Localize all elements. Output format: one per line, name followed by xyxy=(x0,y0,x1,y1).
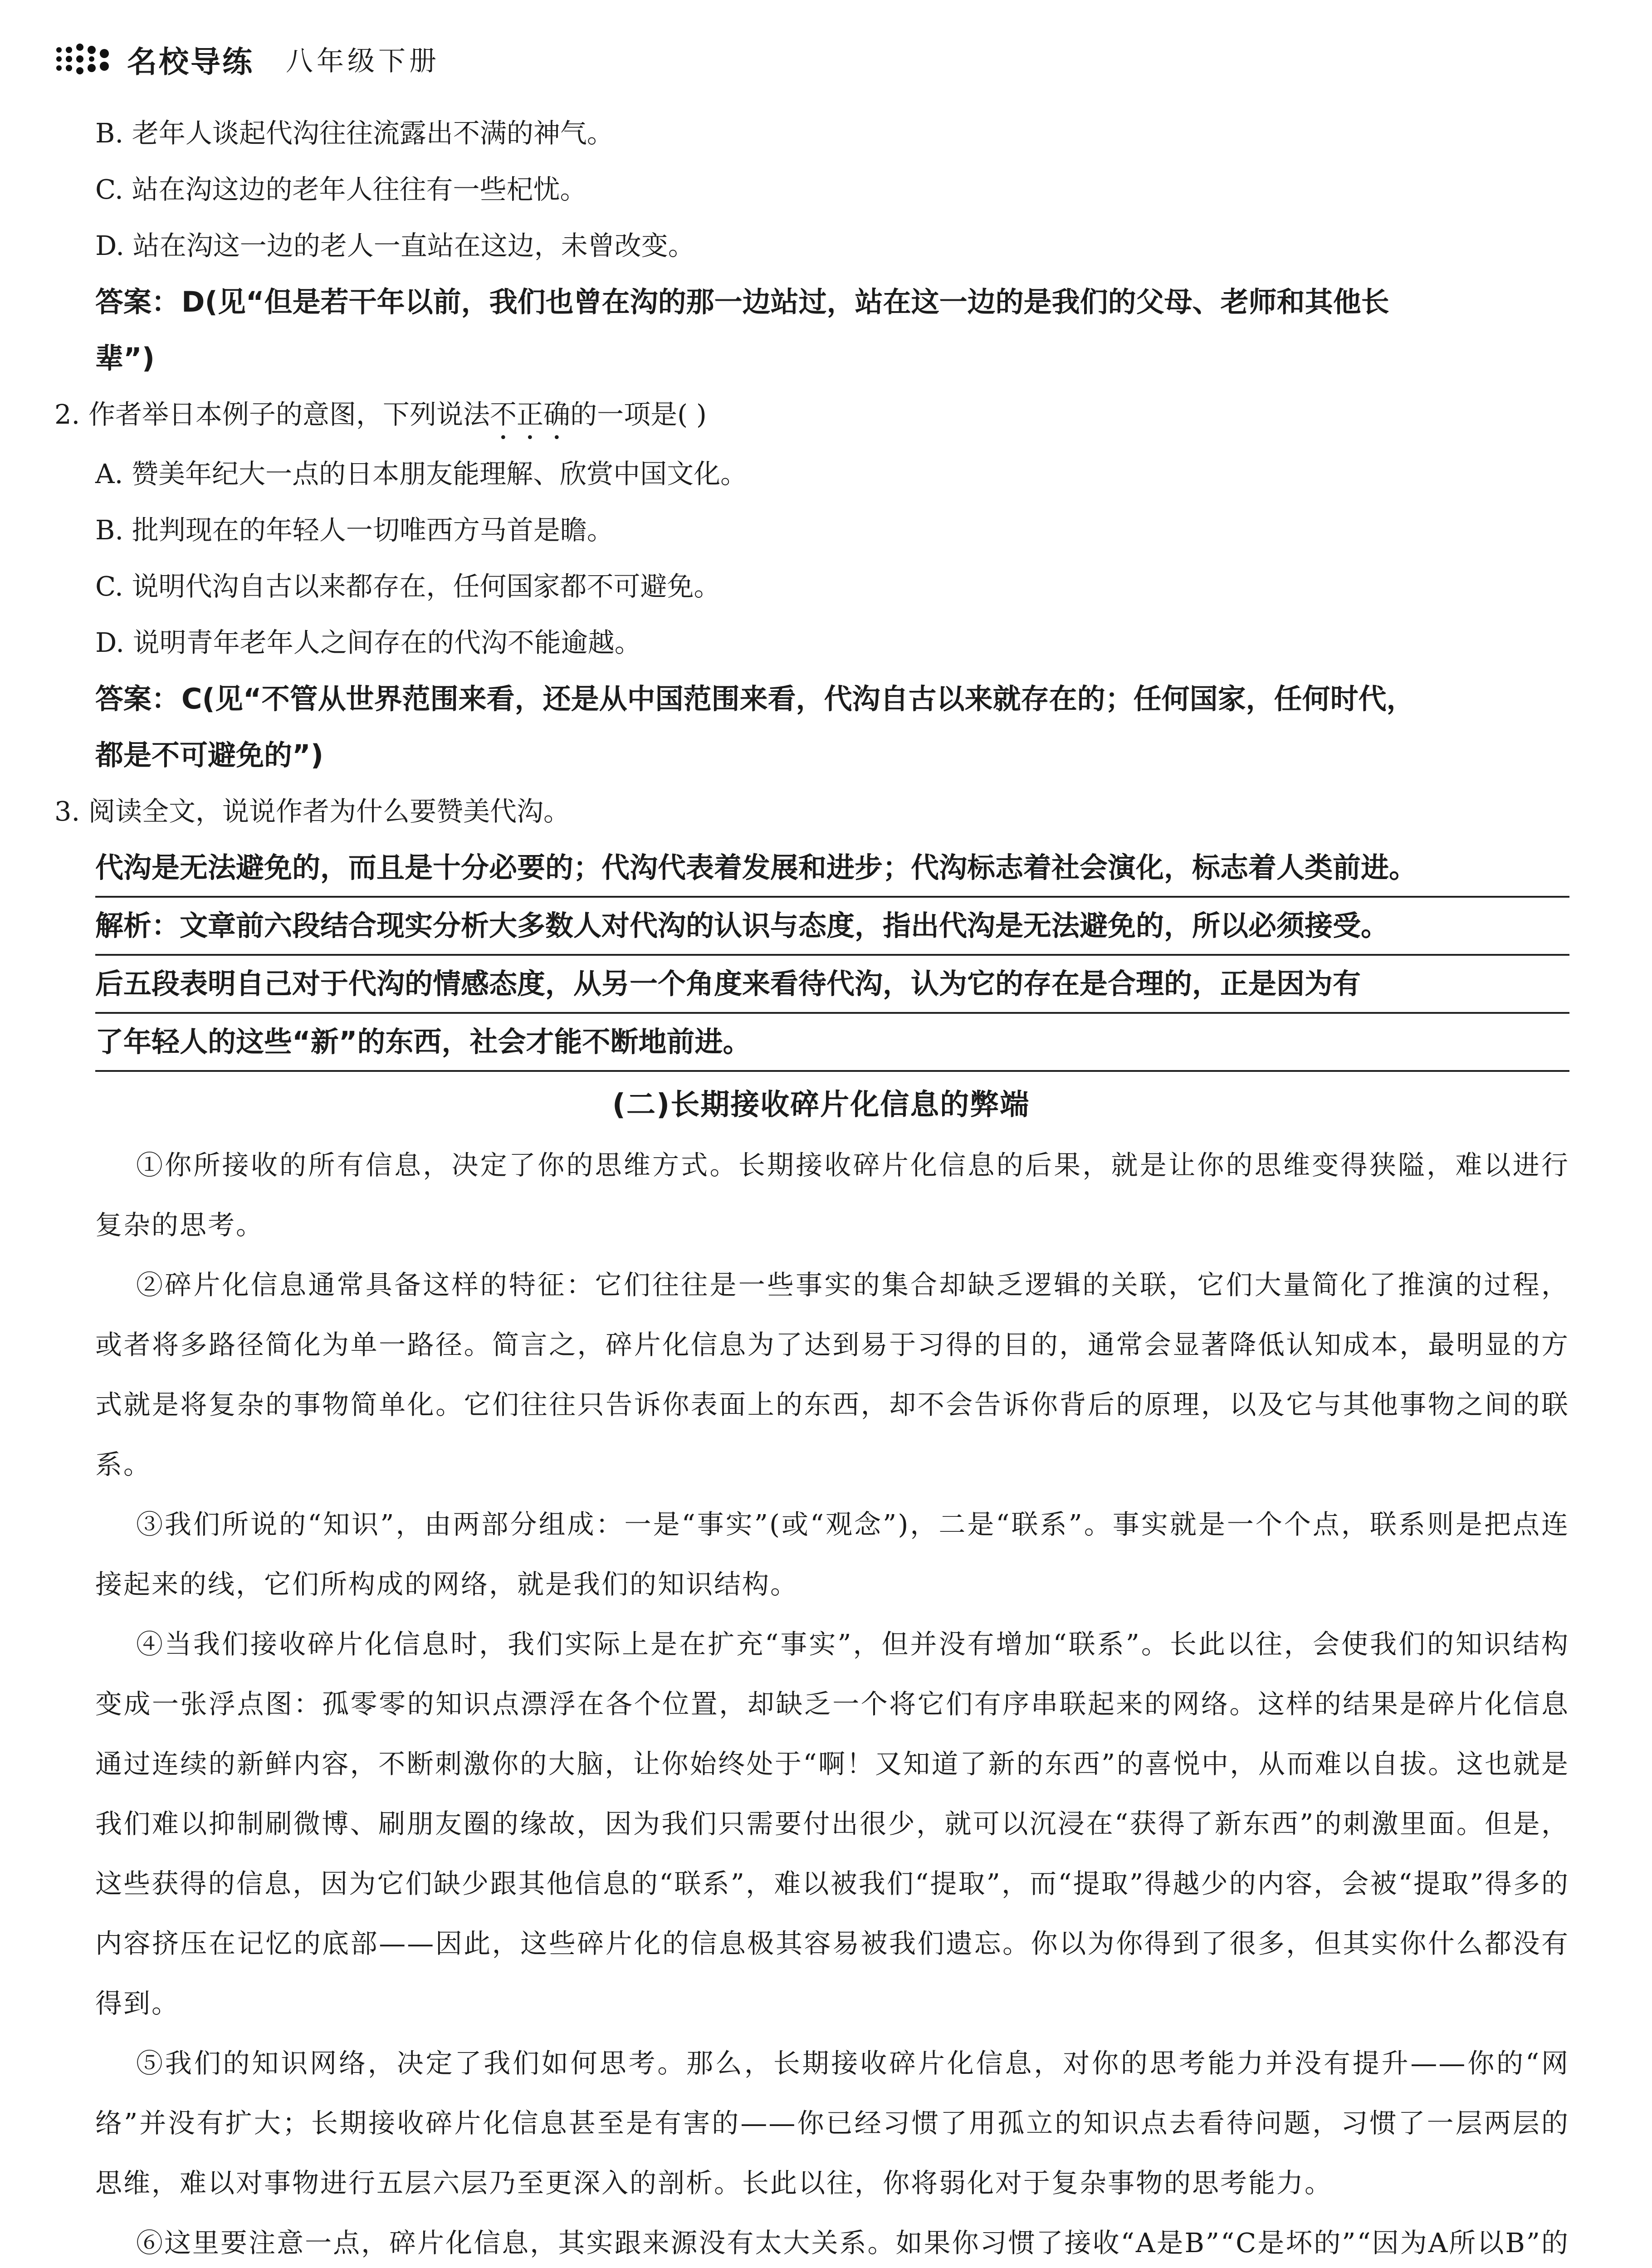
q3-answer-line: 代沟是无法避免的，而且是十分必要的；代沟代表着发展和进步；代沟标志着社会演化，标志着人类前进。 xyxy=(95,840,1569,898)
q2-option-d: D. 说明青年老年人之间存在的代沟不能逾越。 xyxy=(95,627,641,658)
q2-stem xyxy=(54,386,1588,446)
page-content xyxy=(54,105,1588,2268)
q1-answer-line1: D(见“但是若干年以前，我们也曾在沟的那一边站过，站在这一边的是我们的父母、老师和其他长 xyxy=(181,285,1389,318)
page-header xyxy=(54,32,440,86)
section-title: (二)长期接收碎片化信息的弊端 xyxy=(612,1088,1030,1122)
q1-option-c: C. 站在沟这边的老年人往往有一些杞忧。 xyxy=(95,174,587,205)
dots-logo-icon xyxy=(54,41,113,77)
q1-option-d: D. 站在沟这一边的老人一直站在这边，未曾改变。 xyxy=(95,230,695,261)
q2-stem-before: 2. 作者举日本例子的意图，下列说法 xyxy=(54,399,490,430)
q2-stem-after: 的一项是( ) xyxy=(570,399,707,430)
paragraph-6: ⑥这里要注意一点，碎片化信息，其实跟来源没有太大关系。如果你习惯了接收“A是B”“C是坏的”“因为A所以B”的 xyxy=(136,2227,1569,2258)
q2-answer-label: 答案： xyxy=(95,682,180,715)
q3-answer-line: 解析：文章前六段结合现实分析大多数人对代沟的认识与态度，指出代沟是无法避免的，所以必须接受。 xyxy=(95,898,1569,956)
paragraph-1: ①你所接收的所有信息，决定了你的思维方式。长期接收碎片化信息的后果，就是让你的思维变得狭隘，难以进行复杂的思考。 xyxy=(95,1149,1569,1241)
paragraph-2: ②碎片化信息通常具备这样的特征：它们往往是一些事实的集合却缺乏逻辑的关联，它们大量简化了推演的过程，或者将多路径简化为单一路径。简言之，碎片化信息为了达到易于习得的目的，通常会显著降低认知成本，最明显的方式就是将复杂的事物简单化。它们往往只告诉你表面上的东西，却不会告诉你背后的原理，以及它与其他事物之间的联系。 xyxy=(95,1269,1569,1480)
q1-answer-line2: 辈”) xyxy=(95,342,155,375)
paragraph-3: ③我们所说的“知识”，由两部分组成：一是“事实”(或“观念”)，二是“联系”。事实就是一个个点，联系则是把点连接起来的线，它们所构成的网络，就是我们的知识结构。 xyxy=(95,1509,1569,1600)
q2-answer-line1: C(见“不管从世界范围来看，还是从中国范围来看，代沟自古以来就存在的；任何国家，任何时代， xyxy=(181,682,1415,715)
q3-answer xyxy=(54,840,1588,1072)
q2-option-c: C. 说明代沟自古以来都存在，任何国家都不可避免。 xyxy=(95,571,721,602)
q2-option-a: A. 赞美年纪大一点的日本朋友能理解、欣赏中国文化。 xyxy=(95,458,748,489)
q1-answer xyxy=(54,274,1588,386)
q2-stem-emphasis: 不正确 xyxy=(490,399,571,430)
q1-answer-label: 答案： xyxy=(95,285,180,318)
grade-label: 八年级下册 xyxy=(286,45,440,77)
book-title: 名校导练 xyxy=(127,44,254,79)
q3-answer-line: 后五段表明自己对于代沟的情感态度，从另一个角度来看待代沟，认为它的存在是合理的，正是因为有 xyxy=(95,956,1569,1014)
q1-option-b: B. 老年人谈起代沟往往流露出不满的神气。 xyxy=(95,117,614,149)
paragraph-5: ⑤我们的知识网络，决定了我们如何思考。那么，长期接收碎片化信息，对你的思考能力并没有提升——你的“网络”并没有扩大；长期接收碎片化信息甚至是有害的——你已经习惯了用孤立的知识点去看待问题，习惯了一层两层的思维，难以对事物进行五层六层乃至更深入的剖析。长此以往，你将弱化对于复杂事物的思考能力。 xyxy=(95,2048,1569,2199)
q3-stem: 3. 阅读全文，说说作者为什么要赞美代沟。 xyxy=(54,796,571,827)
paragraph-4: ④当我们接收碎片化信息时，我们实际上是在扩充“事实”，但并没有增加“联系”。长此以往，会使我们的知识结构变成一张浮点图：孤零零的知识点漂浮在各个位置，却缺乏一个将它们有序串联起来的网络。这样的结果是碎片化信息通过连续的新鲜内容，不断刺激你的大脑，让你始终处于“啊！又知道了新的东西”的喜悦中，从而难以自拔。这也就是我们难以抑制刷微博、刷朋友圈的缘故，因为我们只需要付出很少，就可以沉浸在“获得了新东西”的刺激里面。但是，这些获得的信息，因为它们缺少跟其他信息的“联系”，难以被我们“提取”，而“提取”得越少的内容，会被“提取”得多的内容挤压在记忆的底部——因此，这些碎片化的信息极其容易被我们遗忘。你以为你得到了很多，但其实你什么都没有得到。 xyxy=(95,1628,1569,2019)
q3-answer-line: 了年轻人的这些“新”的东西，社会才能不断地前进。 xyxy=(95,1014,1569,1072)
q2-option-b: B. 批判现在的年轻人一切唯西方马首是瞻。 xyxy=(95,514,614,546)
q2-answer xyxy=(54,671,1588,783)
q2-answer-line2: 都是不可避免的”) xyxy=(95,738,324,772)
